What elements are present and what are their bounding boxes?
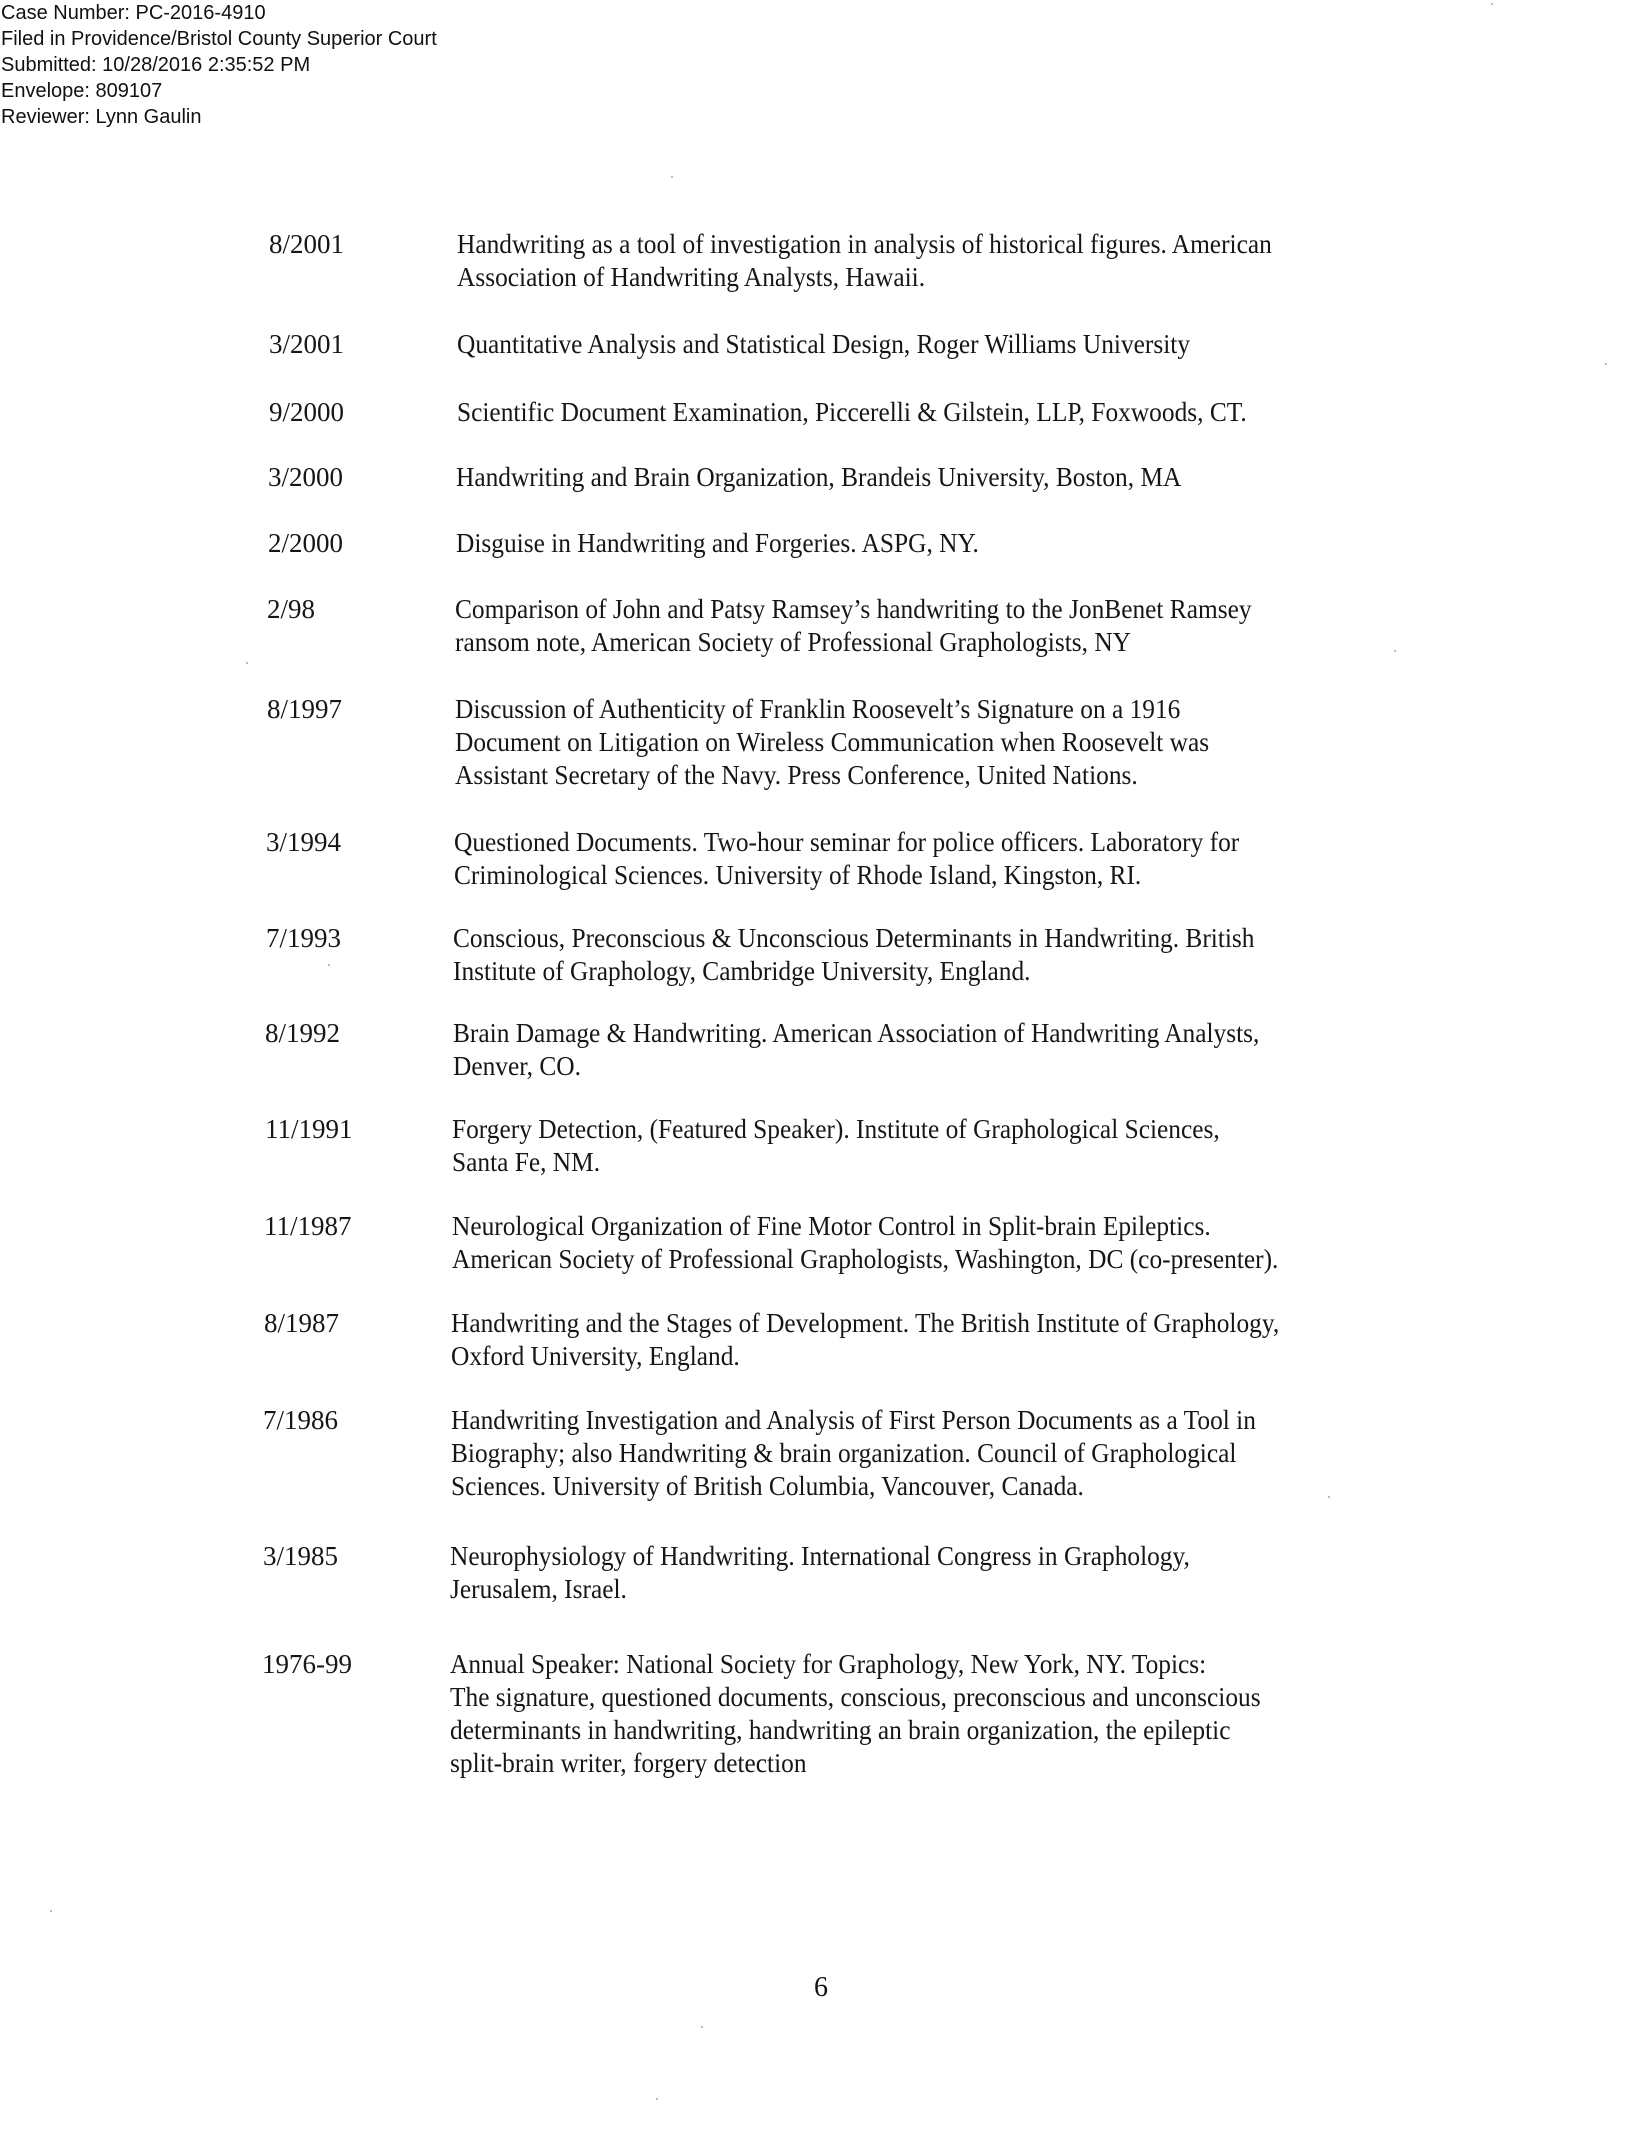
reviewer-name: Reviewer: Lynn Gaulin: [1, 106, 202, 128]
entry-description: [457, 228, 1272, 294]
entry-description: [453, 1017, 1259, 1083]
description-line: Forgery Detection, (Featured Speaker). Institute of Graphological Sciences,: [452, 1114, 1220, 1144]
description-line: Sciences. University of British Columbia, Vancouver, Canada.: [451, 1471, 1084, 1501]
entry-description: [450, 1648, 1261, 1780]
entry-description: [455, 593, 1252, 659]
entry-description: [457, 328, 1190, 361]
case-number: Case Number: PC-2016-4910: [1, 2, 266, 24]
description-line: split-brain writer, forgery detection: [450, 1748, 807, 1778]
description-line: Conscious, Preconscious & Unconscious Determinants in Handwriting. British: [453, 923, 1255, 953]
entry-date: 8/1987: [264, 1308, 340, 1338]
scan-speck: [246, 662, 248, 664]
description-line: Handwriting and the Stages of Development. The British Institute of Graphology,: [451, 1308, 1280, 1338]
description-line: ransom note, American Society of Professional Graphologists, NY: [455, 627, 1131, 657]
description-line: Handwriting as a tool of investigation in analysis of historical figures. American: [457, 229, 1272, 259]
description-line: Oxford University, England.: [451, 1341, 740, 1371]
filed-in-court: Filed in Providence/Bristol County Superior Court: [1, 28, 437, 50]
entry-description: [456, 527, 979, 560]
entry-date: 2/2000: [268, 528, 344, 558]
scan-speck: [656, 2098, 658, 2100]
description-line: Jerusalem, Israel.: [450, 1574, 627, 1604]
description-line: Discussion of Authenticity of Franklin Roosevelt’s Signature on a 1916: [455, 694, 1181, 724]
entry-date: 1976-99: [262, 1649, 352, 1679]
description-line: Annual Speaker: National Society for Graphology, New York, NY. Topics:: [450, 1649, 1207, 1679]
scan-speck: [328, 964, 330, 966]
description-line: Santa Fe, NM.: [452, 1147, 601, 1177]
entry-description: [451, 1307, 1279, 1373]
entry-date: 9/2000: [269, 397, 345, 427]
entry-date: 7/1986: [263, 1405, 339, 1435]
description-line: Neurological Organization of Fine Motor Control in Split-brain Epileptics.: [452, 1211, 1211, 1241]
description-line: Questioned Documents. Two-hour seminar for police officers. Laboratory for: [454, 827, 1240, 857]
description-line: determinants in handwriting, handwriting an brain organization, the epileptic: [450, 1715, 1231, 1745]
envelope-number: Envelope: 809107: [1, 80, 163, 102]
entry-description: [450, 1540, 1190, 1606]
entry-date: 3/1994: [266, 827, 342, 857]
entry-date: 11/1991: [265, 1114, 353, 1144]
description-line: Handwriting and Brain Organization, Brandeis University, Boston, MA: [456, 462, 1182, 492]
scan-speck: [671, 176, 673, 178]
description-line: Document on Litigation on Wireless Communication when Roosevelt was: [455, 727, 1210, 757]
scan-speck: [50, 1910, 52, 1912]
entry-description: [453, 922, 1255, 988]
description-line: Neurophysiology of Handwriting. International Congress in Graphology,: [450, 1541, 1190, 1571]
entry-date: 11/1987: [264, 1211, 352, 1241]
scan-speck: [1328, 1496, 1330, 1498]
scan-speck: [1605, 363, 1607, 365]
description-line: Denver, CO.: [453, 1051, 581, 1081]
scan-speck: [701, 2026, 703, 2028]
entry-description: [451, 1404, 1256, 1503]
description-line: Assistant Secretary of the Navy. Press Conference, United Nations.: [455, 760, 1138, 790]
description-line: Association of Handwriting Analysts, Hawaii.: [457, 262, 926, 292]
entry-description: [452, 1113, 1220, 1179]
entry-date: 3/1985: [263, 1541, 339, 1571]
entry-date: 8/1992: [265, 1018, 341, 1048]
description-line: Biography; also Handwriting & brain organization. Council of Graphological: [451, 1438, 1237, 1468]
description-line: The signature, questioned documents, conscious, preconscious and unconscious: [450, 1682, 1261, 1712]
entry-description: [457, 396, 1247, 429]
filing-stamp-header: [1, 0, 437, 130]
entry-date: 7/1993: [266, 923, 342, 953]
scan-speck: [1394, 650, 1396, 652]
entry-date: 3/2000: [268, 462, 344, 492]
entry-description: [456, 461, 1181, 494]
description-line: Brain Damage & Handwriting. American Association of Handwriting Analysts,: [453, 1018, 1260, 1048]
entry-date: 8/2001: [269, 229, 345, 259]
submitted-timestamp: Submitted: 10/28/2016 2:35:52 PM: [1, 54, 311, 76]
description-line: Institute of Graphology, Cambridge University, England.: [453, 956, 1031, 986]
page-number: 6: [814, 1972, 828, 2003]
entry-date: 2/98: [267, 594, 316, 624]
entry-date: 3/2001: [269, 329, 345, 359]
entry-description: [455, 693, 1209, 792]
description-line: Quantitative Analysis and Statistical Design, Roger Williams University: [457, 329, 1191, 359]
description-line: Handwriting Investigation and Analysis of First Person Documents as a Tool in: [451, 1405, 1256, 1435]
description-line: American Society of Professional Graphologists, Washington, DC (co-presenter).: [452, 1244, 1279, 1274]
description-line: Criminological Sciences. University of Rhode Island, Kingston, RI.: [454, 860, 1142, 890]
entry-date: 8/1997: [267, 694, 343, 724]
description-line: Comparison of John and Patsy Ramsey’s handwriting to the JonBenet Ramsey: [455, 594, 1252, 624]
entry-description: [454, 826, 1239, 892]
scan-speck: [1491, 3, 1493, 5]
entry-description: [452, 1210, 1278, 1276]
description-line: Scientific Document Examination, Piccerelli & Gilstein, LLP, Foxwoods, CT.: [457, 397, 1247, 427]
description-line: Disguise in Handwriting and Forgeries. ASPG, NY.: [456, 528, 979, 558]
